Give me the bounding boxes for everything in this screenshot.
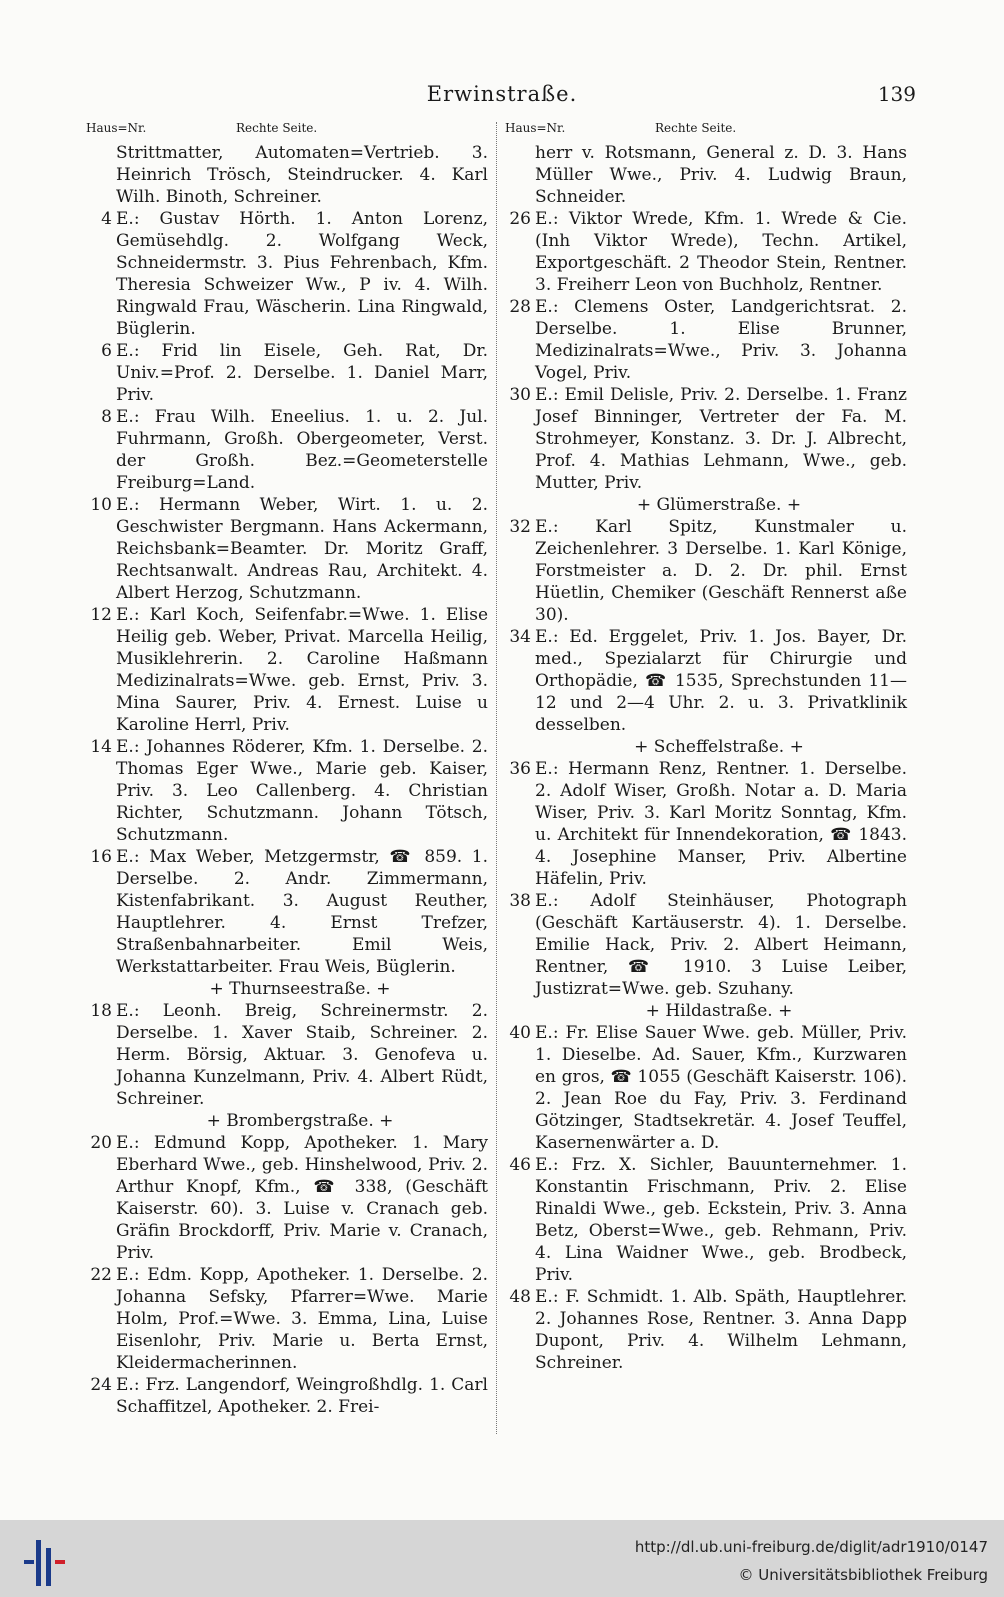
- house-number: 20: [90, 1133, 112, 1153]
- house-number-heading: Haus=Nr.: [86, 121, 147, 135]
- house-entry: [86, 1374, 488, 1418]
- house-entry: [86, 1264, 488, 1374]
- house-number: 12: [90, 605, 112, 625]
- street-heading: + Scheffelstraße. +: [634, 737, 804, 757]
- street-heading: + Glümerstraße. +: [636, 495, 802, 515]
- house-entry: [86, 208, 488, 340]
- house-number: 16: [90, 847, 112, 867]
- house-number: 4: [101, 209, 112, 229]
- ub-freiburg-logo-icon: [22, 1530, 66, 1590]
- house-entry: [505, 890, 907, 1000]
- residents-text: Strittmatter, Automaten=Vertrieb. 3. Heinrich Trösch, Steindrucker. 4. Karl Wilh. Binoth, Schreiner.: [116, 143, 488, 207]
- house-entry: [505, 626, 907, 736]
- house-number: 40: [509, 1023, 531, 1043]
- side-heading: Rechte Seite.: [655, 121, 737, 135]
- house-number: [86, 142, 116, 208]
- house-number: 18: [90, 1001, 112, 1021]
- column-header: [505, 121, 907, 140]
- residents-text: E.: Viktor Wrede, Kfm. 1. Wrede & Cie. (Inh Viktor Wrede), Techn. Artikel, Exportgeschäft. 2 Theodor Stein, Rentner. 3. Freiherr Leon von Buchholz, Rentner.: [535, 209, 907, 295]
- residents-text: E.: Edm. Kopp, Apotheker. 1. Derselbe. 2. Johanna Sefsky, Pfarrer=Wwe. Marie Holm, Prof.=Wwe. 3. Emma, Lina, Luise Eisenlohr, Priv. Marie u. Berta Ernst, Kleidermacherinnen.: [116, 1265, 488, 1373]
- residents-text: E.: Clemens Oster, Landgerichtsrat. 2. Derselbe. 1. Elise Brunner, Medizinalrats=Wwe., Priv. 3. Johanna Vogel, Priv.: [535, 297, 907, 383]
- house-number: 24: [90, 1375, 112, 1395]
- house-entry: [505, 296, 907, 384]
- residents-text: E.: Frz. Langendorf, Weingroßhdlg. 1. Carl Schaffitzel, Apotheker. 2. Frei-: [116, 1375, 488, 1417]
- street-heading: + Thurnseestraße. +: [209, 979, 391, 999]
- house-number: 38: [509, 891, 531, 911]
- house-entry: [86, 1000, 488, 1110]
- residents-text: E.: Max Weber, Metzgermstr, ☎ 859. 1. Derselbe. 2. Andr. Zimmermann, Kistenfabrikant. 3. August Reuther, Hauptlehrer. 4. Ernst Trefzer, Straßenbahnarbeiter. Emil Weis, Werkstattarbeiter. Frau Weis, Büglerin.: [116, 847, 488, 977]
- house-entry: [505, 1154, 907, 1286]
- house-entry: [86, 846, 488, 978]
- house-number: 28: [509, 297, 531, 317]
- residents-text: E.: Johannes Röderer, Kfm. 1. Derselbe. 2. Thomas Eger Wwe., Marie geb. Kaiser, Priv. 3. Leo Callenberg. 4. Christian Richter, Schutzmann. Johann Tötsch, Schutzmann.: [116, 737, 488, 845]
- page-title: Erwinstraße.: [426, 82, 578, 106]
- house-entry: [505, 384, 907, 494]
- house-number-heading: Haus=Nr.: [505, 121, 566, 135]
- house-number: 6: [101, 341, 112, 361]
- column-body: [86, 142, 488, 1418]
- house-entry: [86, 604, 488, 736]
- residents-text: E.: Frau Wilh. Eneelius. 1. u. 2. Jul. Fuhrmann, Großh. Obergeometer, Verst. der Großh. Bez.=Geometerstelle Freiburg=Land.: [116, 407, 488, 493]
- residents-text: E.: Frid lin Eisele, Geh. Rat, Dr. Univ.=Prof. 2. Derselbe. 1. Daniel Marr, Priv.: [116, 341, 488, 405]
- side-heading: Rechte Seite.: [236, 121, 318, 135]
- house-number: 22: [90, 1265, 112, 1285]
- column-body: [505, 142, 907, 1374]
- house-number: 26: [509, 209, 531, 229]
- house-entry: [505, 1286, 907, 1374]
- house-entry: [505, 142, 907, 208]
- house-number: 48: [509, 1287, 531, 1307]
- house-number: 30: [509, 385, 531, 405]
- house-entry: [86, 494, 488, 604]
- residents-text: E.: Hermann Weber, Wirt. 1. u. 2. Geschwister Bergmann. Hans Ackermann, Reichsbank=Beamter. Dr. Moritz Graff, Rechtsanwalt. Andreas Rau, Architekt. 4. Albert Herzog, Schutzmann.: [116, 495, 488, 603]
- residents-text: E.: Ed. Erggelet, Priv. 1. Jos. Bayer, Dr. med., Spezialarzt für Chirurgie und Orthopädie, ☎ 1535, Sprechstunden 11—12 und 2—4 Uhr. 2. u. 3. Privatklinik desselben.: [535, 627, 907, 735]
- street-heading: + Hildastraße. +: [645, 1001, 793, 1021]
- house-entry: [505, 1022, 907, 1154]
- residents-text: E.: Karl Spitz, Kunstmaler u. Zeichenlehrer. 3 Derselbe. 1. Karl Könige, Forstmeister a. D. 2. Dr. phil. Ernst Hüetlin, Chemiker (Geschäft Rennerst aße 30).: [535, 517, 907, 625]
- residents-text: herr v. Rotsmann, General z. D. 3. Hans Müller Wwe., Priv. 4. Ludwig Braun, Schneider.: [535, 143, 907, 207]
- source-url[interactable]: http://dl.ub.uni-freiburg.de/diglit/adr1910/0147: [634, 1538, 988, 1556]
- copyright-notice: © Universitätsbibliothek Freiburg: [738, 1566, 988, 1584]
- house-entry: [505, 758, 907, 890]
- house-entry: [86, 1132, 488, 1264]
- house-entry: [86, 736, 488, 846]
- residents-text: E.: Fr. Elise Sauer Wwe. geb. Müller, Priv. 1. Dieselbe. Ad. Sauer, Kfm., Kurzwaren en gros, ☎ 1055 (Geschäft Kaiserstr. 106). 2. Jean Roe du Fay, Priv. 3. Ferdinand Götzinger, Stadtsekretär. 4. Josef Teuffel, Kasernenwärter a. D.: [535, 1023, 907, 1153]
- residents-text: E.: F. Schmidt. 1. Alb. Späth, Hauptlehrer. 2. Johannes Rose, Rentner. 3. Anna Dapp Dupont, Priv. 4. Wilhelm Lehmann, Schreiner.: [535, 1287, 907, 1373]
- column-header: [86, 121, 488, 140]
- house-entry: [505, 208, 907, 296]
- house-entry: [505, 516, 907, 626]
- page-number: 139: [877, 82, 916, 106]
- house-number: 8: [101, 407, 112, 427]
- left-column: [86, 121, 488, 1418]
- residents-text: E.: Hermann Renz, Rentner. 1. Derselbe. 2. Adolf Wiser, Großh. Notar a. D. Maria Wiser, Priv. 3. Karl Moritz Sonntag, Kfm. u. Architekt für Innendekoration, ☎ 1843. 4. Josephine Manser, Priv. Albertine Häfelin, Priv.: [535, 759, 907, 889]
- house-number: [505, 142, 535, 208]
- residents-text: E.: Leonh. Breig, Schreinermstr. 2. Derselbe. 1. Xaver Staib, Schreiner. 2. Herm. Börsig, Aktuar. 3. Genofeva u. Johanna Kunzelmann, Priv. 4. Albert Rüdt, Schreiner.: [116, 1001, 488, 1109]
- house-entry: [86, 406, 488, 494]
- street-heading: + Brombergstraße. +: [206, 1111, 394, 1131]
- house-number: 32: [509, 517, 531, 537]
- footer-bar: [0, 1520, 1004, 1597]
- residents-text: E.: Karl Koch, Seifenfabr.=Wwe. 1. Elise Heilig geb. Weber, Privat. Marcella Heilig, Musiklehrerin. 2. Caroline Haßmann Medizinalrats=Wwe. geb. Ernst, Priv. 3. Mina Saurer, Priv. 4. Ernest. Luise u Karoline Herrl, Priv.: [116, 605, 488, 735]
- house-number: 46: [509, 1155, 531, 1175]
- residents-text: E.: Frz. X. Sichler, Bauunternehmer. 1. Konstantin Frischmann, Priv. 2. Elise Rinaldi Wwe., geb. Eckstein, Priv. 3. Anna Betz, Oberst=Wwe., geb. Rehmann, Priv. 4. Lina Waidner Wwe., geb. Brodbeck, Priv.: [535, 1155, 907, 1285]
- column-divider: [496, 122, 497, 1434]
- residents-text: E.: Gustav Hörth. 1. Anton Lorenz, Gemüsehdlg. 2. Wolfgang Weck, Schneidermstr. 3. Pius Fehrenbach, Kfm. Theresia Schweizer Ww., P iv. 4. Wilh. Ringwald Frau, Wäscherin. Lina Ringwald, Büglerin.: [116, 209, 488, 339]
- house-entry: [86, 340, 488, 406]
- house-number: 36: [509, 759, 531, 779]
- residents-text: E.: Emil Delisle, Priv. 2. Derselbe. 1. Franz Josef Binninger, Vertreter der Fa. M. Strohmeyer, Konstanz. 3. Dr. J. Albrecht, Prof. 4. Mathias Lehmann, Wwe., geb. Mutter, Priv.: [535, 385, 907, 493]
- house-number: 14: [90, 737, 112, 757]
- residents-text: E.: Adolf Steinhäuser, Photograph (Geschäft Kartäuserstr. 4). 1. Derselbe. Emilie Hack, Priv. 2. Albert Heimann, Rentner, ☎ 1910. 3 Luise Leiber, Justizrat=Wwe. geb. Szuhany.: [535, 891, 907, 999]
- residents-text: E.: Edmund Kopp, Apotheker. 1. Mary Eberhard Wwe., geb. Hinshelwood, Priv. 2. Arthur Knopf, Kfm., ☎ 338, (Geschäft Kaiserstr. 60). 3. Luise v. Cranach geb. Gräfin Brockdorff, Priv. Marie v. Cranach, Priv.: [116, 1133, 488, 1263]
- house-number: 34: [509, 627, 531, 647]
- house-number: 10: [90, 495, 112, 515]
- house-entry: [86, 142, 488, 208]
- right-column: [505, 121, 907, 1374]
